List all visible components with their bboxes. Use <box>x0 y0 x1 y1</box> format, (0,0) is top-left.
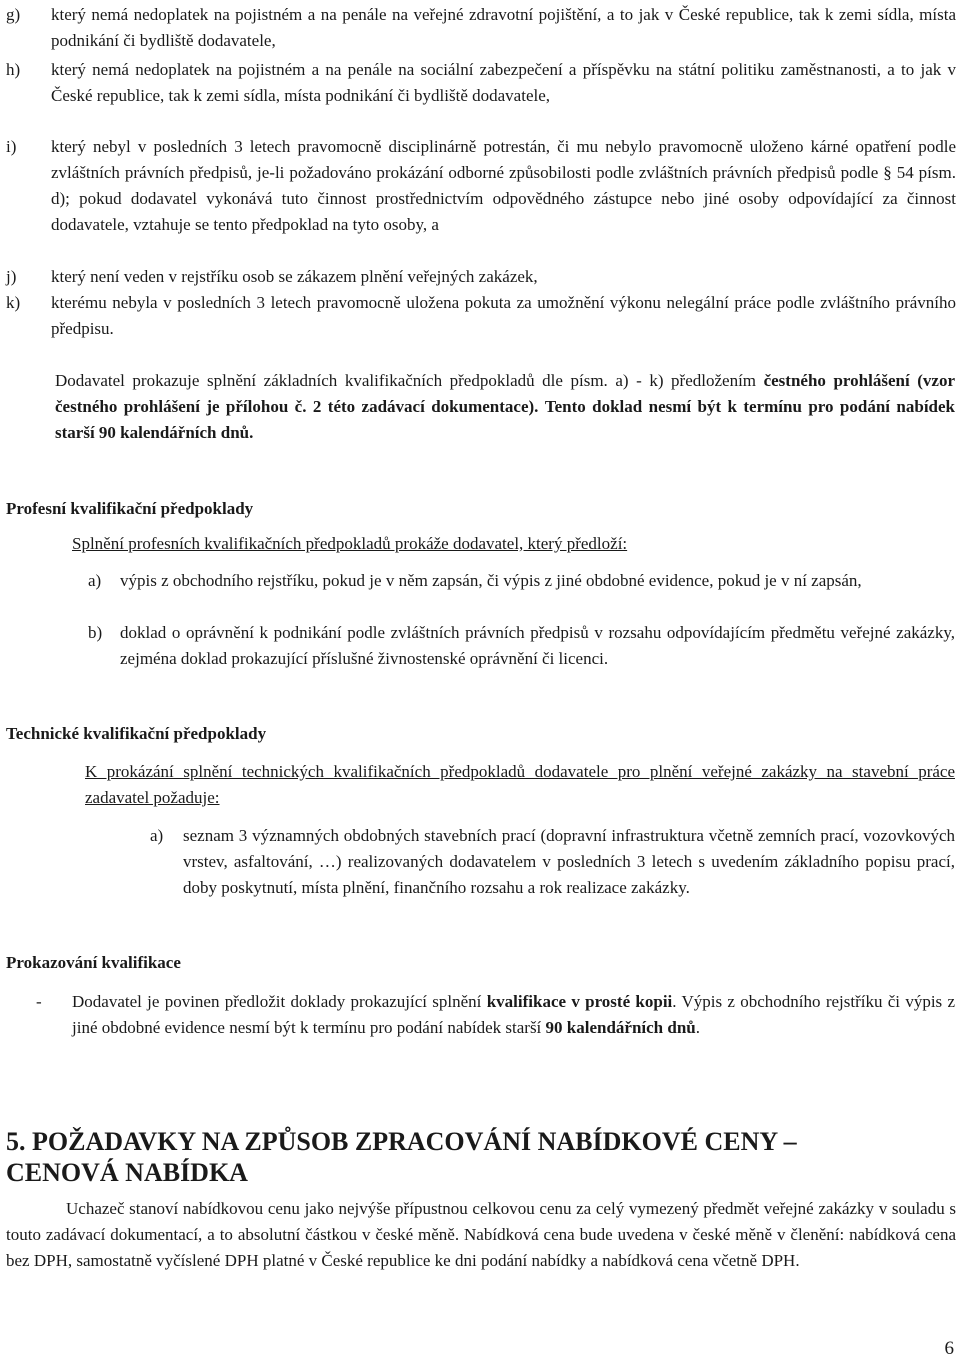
list-text: který nemá nedoplatek na pojistném a na penále na veřejné zdravotní pojištění, a to jak v České republice, tak k zemi sídla, místa podnikání či bydliště dodavatele, <box>51 5 956 50</box>
list-marker: a) <box>150 826 164 845</box>
prokazovani-text <box>72 989 955 1041</box>
declaration-bold-2: Tento doklad nesmí být k termínu pro podání nabídek starší 90 kalendářních dnů. <box>55 397 956 442</box>
declaration-paragraph <box>55 368 955 446</box>
list-text: který nemá nedoplatek na pojistném a na penále na sociální zabezpečení a příspěvku na státní politiku zaměstnanosti, a to jak v České republice, tak k zemi sídla, místa podnikání či bydliště dodavatele, <box>51 60 956 105</box>
list-text: doklad o oprávnění k podnikání podle zvláštních právních předpisů v rozsahu odpovídajícím předmětu veřejné zakázky, zejména doklad prokazující příslušné živnostenské oprávnění či licenci. <box>120 623 955 668</box>
list-marker: - <box>36 992 42 1011</box>
list-marker: a) <box>88 571 102 590</box>
technicke-intro-text: K prokázání splnění technických kvalifikačních předpokladů dodavatele pro plnění veřejné zakázky na stavební práce zadavatel požaduje: <box>85 762 955 807</box>
heading-technicke: Technické kvalifikační předpoklady <box>6 724 267 743</box>
prokazovani-text-1: Dodavatel je povinen předložit doklady prokazující splnění <box>72 992 482 1011</box>
list-text: seznam 3 významných obdobných stavebních prací (dopravní infrastruktura včetně zemních prací, vozovkových vrstev, asfaltování, …) realizovaných dodavatelem v posledních 3 letech s uvedením základního popisu prací, doby poskytnutí, místa plnění, finančního rozsahu a rok realizace zakázky. <box>183 826 955 897</box>
heading-prokazovani: Prokazování kvalifikace <box>6 953 181 972</box>
list-marker: g) <box>6 5 21 24</box>
page-number: 6 <box>944 1338 954 1359</box>
technicke-item-a <box>150 823 955 901</box>
list-marker: b) <box>88 623 103 642</box>
list-text: který není veden v rejstříku osob se zákazem plnění veřejných zakázek, <box>51 267 538 286</box>
section-5-title-line-2: CENOVÁ NABÍDKA <box>6 1158 248 1187</box>
list-item-g <box>6 2 956 54</box>
section-5-paragraph: Uchazeč stanoví nabídkovou cenu jako nejvýše přípustnou celkovou cenu za celý vymezený předmět veřejné zakázky v souladu s touto zadávací dokumentací, a to absolutní částkou v české měně. Nabídková cena bude uvedena v české měně v členění: nabídková cena bez DPH, samostatně vyčíslené DPH platné v České republice ke dni podání nabídky a nabídková cena včetně DPH. <box>6 1199 956 1270</box>
prokazovani-bold-1: kvalifikace v prosté kopii <box>486 992 673 1011</box>
declaration-text: Dodavatel prokazuje splnění základních kvalifikačních předpokladů dle písm. a) - k) předložením <box>55 371 757 390</box>
list-marker: h) <box>6 60 21 79</box>
prokazovani-item <box>36 989 955 1041</box>
technicke-intro <box>85 759 955 811</box>
list-text: kterému nebyla v posledních 3 letech pravomocně uložena pokuta za umožnění výkonu nelegální práce podle zvláštního právního předpisu. <box>51 293 956 338</box>
prokazovani-text-3: . <box>695 1018 701 1037</box>
list-text: výpis z obchodního rejstříku, pokud je v něm zapsán, či výpis z jiné obdobné evidence, pokud je v ní zapsán, <box>120 571 862 590</box>
profesni-intro: Splnění profesních kvalifikačních předpokladů prokáže dodavatel, který předloží: <box>72 534 628 553</box>
heading-profesni: Profesní kvalifikační předpoklady <box>6 499 254 518</box>
list-marker: i) <box>6 137 17 156</box>
list-marker: j) <box>6 267 17 286</box>
list-item-i <box>6 134 956 238</box>
profesni-item-b <box>88 620 955 672</box>
list-item-k <box>6 290 956 342</box>
list-item-j <box>6 264 956 290</box>
list-item-h <box>6 57 956 109</box>
list-text: který nebyl v posledních 3 letech pravomocně disciplinárně potrestán, či mu nebylo pravomocně uloženo kárné opatření podle zvláštních právních předpisů, je-li požadováno prokázání odborné způsobilosti podle zvláštních právních předpisů podle § 54 písm. d); pokud dodavatel vykonává tuto činnost prostřednictvím odpovědného zástupce nebo jiné osoby odpovídající za činnost dodavatele, vztahuje se tento předpoklad na tyto osoby, a <box>51 137 956 234</box>
prokazovani-text-2: . Výpis z obchodního rejstříku či výpis z jiné obdobné evidence nesmí být k termínu pro podání nabídek starší <box>72 992 955 1037</box>
prokazovani-bold-2: 90 kalendářních dnů <box>545 1018 696 1037</box>
section-5-title-line-1: 5. POŽADAVKY NA ZPŮSOB ZPRACOVÁNÍ NABÍDKOVÉ CENY – <box>6 1127 797 1156</box>
declaration-bold-1: čestného prohlášení (vzor čestného prohlášení je přílohou č. 2 této zadávací dokumentace). <box>55 371 955 416</box>
profesni-item-a <box>88 568 955 594</box>
list-marker: k) <box>6 293 21 312</box>
